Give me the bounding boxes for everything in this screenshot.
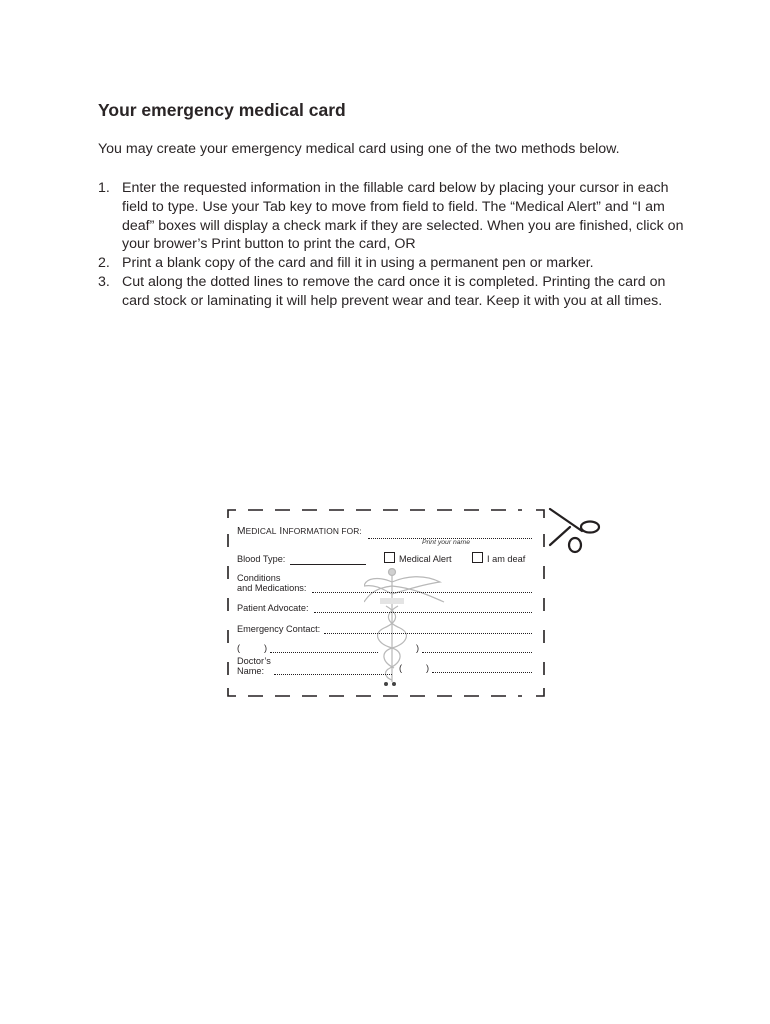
conditions-label: Conditions [237, 573, 281, 583]
list-item [98, 254, 688, 273]
conditions-field[interactable] [312, 592, 532, 593]
medical-alert-checkbox[interactable] [384, 552, 395, 563]
list-item [98, 179, 688, 254]
list-item [98, 273, 688, 311]
list-number: 1. [98, 180, 110, 196]
phone-close-paren: ) [264, 643, 268, 653]
list-text: Cut along the dotted lines to remove the card once it is completed. Printing the card on card stock or laminating it will help prevent wear and tear. Keep it with you at all times. [122, 273, 666, 309]
caduceus-watermark [364, 568, 454, 688]
phone-close-paren: ) [426, 663, 430, 673]
scissors-icon [546, 505, 604, 557]
doctor-name-field[interactable] [274, 674, 392, 675]
phone-close-paren: ) [416, 643, 420, 653]
name-hint: Print your name [422, 539, 470, 546]
list-text: Print a blank copy of the card and fill it in using a permanent pen or marker. [122, 255, 594, 272]
doctor-phone-field[interactable] [432, 672, 532, 673]
phone-open-paren: ( [237, 643, 241, 653]
medical-alert-label: Medical Alert [399, 554, 452, 564]
intro-paragraph: You may create your emergency medical card using one of the two methods below. [98, 141, 620, 157]
list-number: 2. [98, 255, 110, 272]
instruction-list [98, 179, 688, 311]
blood-type-label: Blood Type: [237, 554, 286, 564]
deaf-label: I am deaf [487, 554, 526, 564]
emergency-phone-2-field[interactable] [422, 652, 532, 653]
card-heading: MEDICAL INFORMATION FOR: [237, 526, 362, 537]
patient-advocate-label: Patient Advocate: [237, 603, 309, 613]
phone-open-paren: ( [399, 663, 403, 673]
list-number: 3. [98, 273, 110, 290]
medical-card [226, 508, 546, 700]
doctor-name-label: Name: [237, 666, 265, 676]
emergency-contact-label: Emergency Contact: [237, 624, 321, 634]
page-title: Your emergency medical card [98, 100, 346, 120]
blood-type-field[interactable] [290, 564, 366, 565]
emergency-contact-field[interactable] [324, 633, 532, 634]
medications-label: and Medications: [237, 583, 307, 593]
deaf-checkbox[interactable] [472, 552, 483, 563]
doctor-label: Doctor’s [237, 656, 271, 666]
patient-advocate-field[interactable] [314, 612, 532, 613]
emergency-phone-field[interactable] [270, 652, 378, 653]
list-text: Enter the requested information in the fillable card below by placing your cursor in each field to type. Use your Tab key to move from field to field. The “Medical Alert” and “I am deaf” boxes will display a check mark if they are selected. When you are finished, click on your brower’s Print button to print the card, OR [122, 180, 684, 253]
